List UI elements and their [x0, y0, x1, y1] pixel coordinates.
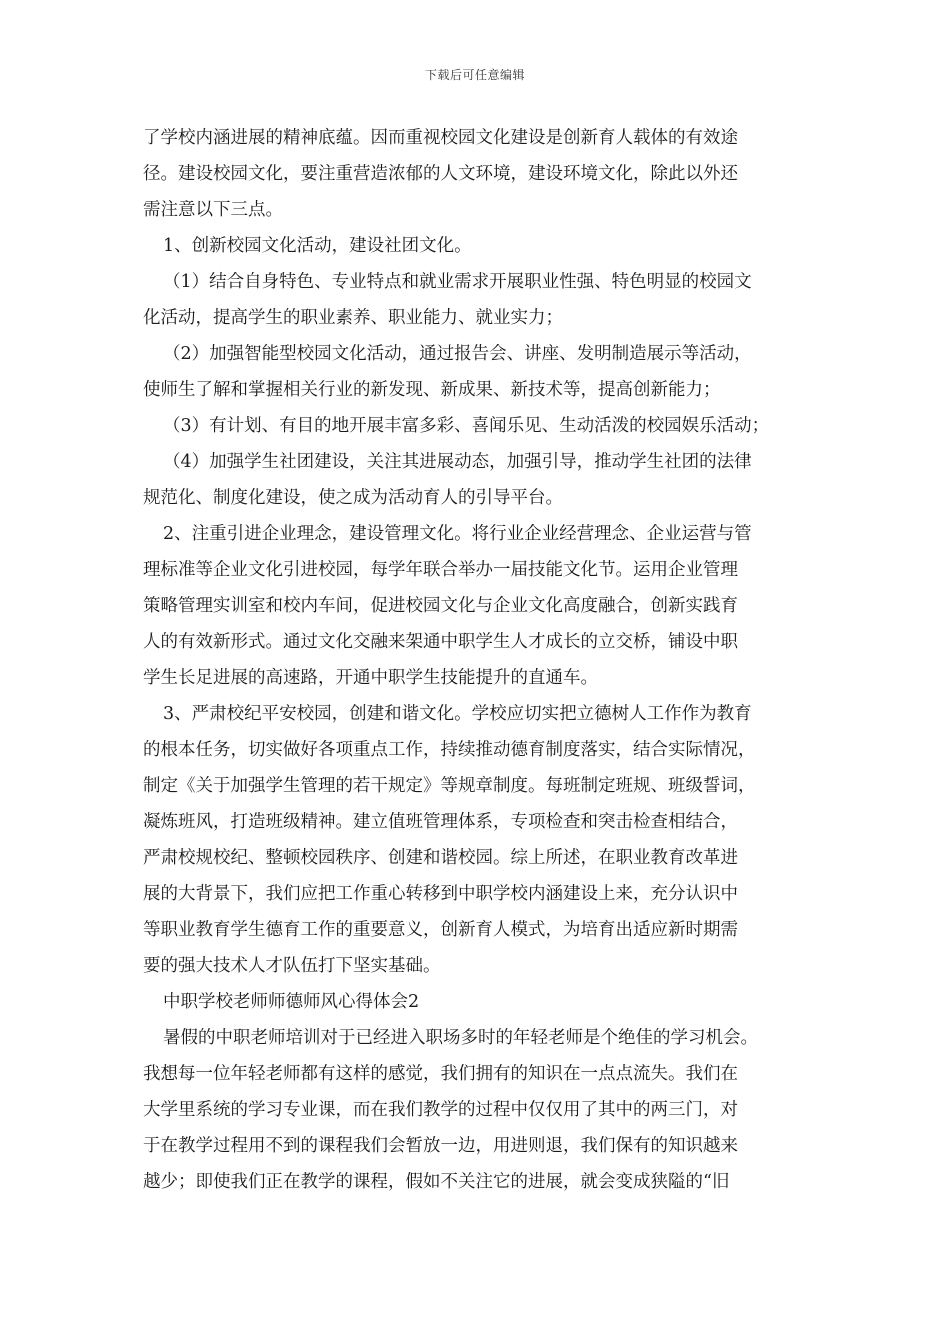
text-line: 大学里系统的学习专业课，而在我们教学的过程中仅仅用了其中的两三门，对 — [143, 1100, 738, 1120]
text-line: 暑假的中职老师培训对于已经进入职场多时的年轻老师是个绝佳的学习机会。 — [163, 1028, 758, 1048]
text-line: 人的有效新形式。通过文化交融来架通中职学生人才成长的立交桥，铺设中职 — [143, 632, 738, 652]
page-header: 下载后可任意编辑 — [424, 68, 525, 82]
text-line: （1）结合自身特色、专业特点和就业需求开展职业性强、特色明显的校园文 — [163, 272, 752, 292]
text-line: 学生长足进展的高速路，开通中职学生技能提升的直通车。 — [143, 668, 598, 688]
text-line: 1、创新校园文化活动，建设社团文化。 — [163, 236, 472, 256]
text-line: 等职业教育学生德育工作的重要意义，创新育人模式，为培育出适应新时期需 — [143, 920, 738, 940]
text-line: 了学校内涵进展的精神底蕴。因而重视校园文化建设是创新育人载体的有效途 — [143, 128, 738, 148]
text-line: （4）加强学生社团建设，关注其进展动态，加强引导，推动学生社团的法律 — [163, 452, 752, 472]
text-line: 于在教学过程用不到的课程我们会暂放一边，用进则退，我们保有的知识越来 — [143, 1136, 738, 1156]
body-text — [143, 120, 813, 1200]
text-line: 2、注重引进企业理念，建设管理文化。将行业企业经营理念、企业运营与管 — [163, 524, 752, 544]
text-line: 严肃校规校纪、整顿校园秩序、创建和谐校园。综上所述，在职业教育改革进 — [143, 848, 738, 868]
text-line: 凝炼班风，打造班级精神。建立值班管理体系，专项检查和突击检查相结合， — [143, 812, 738, 832]
text-line: （2）加强智能型校园文化活动，通过报告会、讲座、发明制造展示等活动， — [163, 344, 752, 364]
text-line: （3）有计划、有目的地开展丰富多彩、喜闻乐见、生动活泼的校园娱乐活动； — [163, 416, 770, 436]
text-line: 规范化、制度化建设，使之成为活动育人的引导平台。 — [143, 488, 563, 508]
text-line: 3、严肃校纪平安校园，创建和谐文化。学校应切实把立德树人工作作为教育 — [163, 704, 752, 724]
text-line: 要的强大技术人才队伍打下坚实基础。 — [143, 956, 441, 976]
text-line: 展的大背景下，我们应把工作重心转移到中职学校内涵建设上来，充分认识中 — [143, 884, 738, 904]
text-line: 中职学校老师师德师风心得体会2 — [163, 992, 420, 1012]
text-line: 化活动，提高学生的职业素养、职业能力、就业实力； — [143, 308, 563, 328]
text-line: 制定《关于加强学生管理的若干规定》等规章制度。每班制定班规、班级誓词， — [143, 776, 756, 796]
text-line: 使师生了解和掌握相关行业的新发现、新成果、新技术等，提高创新能力； — [143, 380, 721, 400]
text-line: 需注意以下三点。 — [143, 200, 283, 220]
text-line: 越少；即使我们正在教学的课程，假如不关注它的进展，就会变成狭隘的“旧 — [143, 1172, 730, 1192]
text-line: 径。建设校园文化，要注重营造浓郁的人文环境，建设环境文化，除此以外还 — [143, 164, 738, 184]
text-line: 理标准等企业文化引进校园，每学年联合举办一届技能文化节。运用企业管理 — [143, 560, 738, 580]
text-line: 我想每一位年轻老师都有这样的感觉，我们拥有的知识在一点点流失。我们在 — [143, 1064, 738, 1084]
text-line: 策略管理实训室和校内车间，促进校园文化与企业文化高度融合，创新实践育 — [143, 596, 738, 616]
text-line: 的根本任务，切实做好各项重点工作，持续推动德育制度落实，结合实际情况， — [143, 740, 756, 760]
